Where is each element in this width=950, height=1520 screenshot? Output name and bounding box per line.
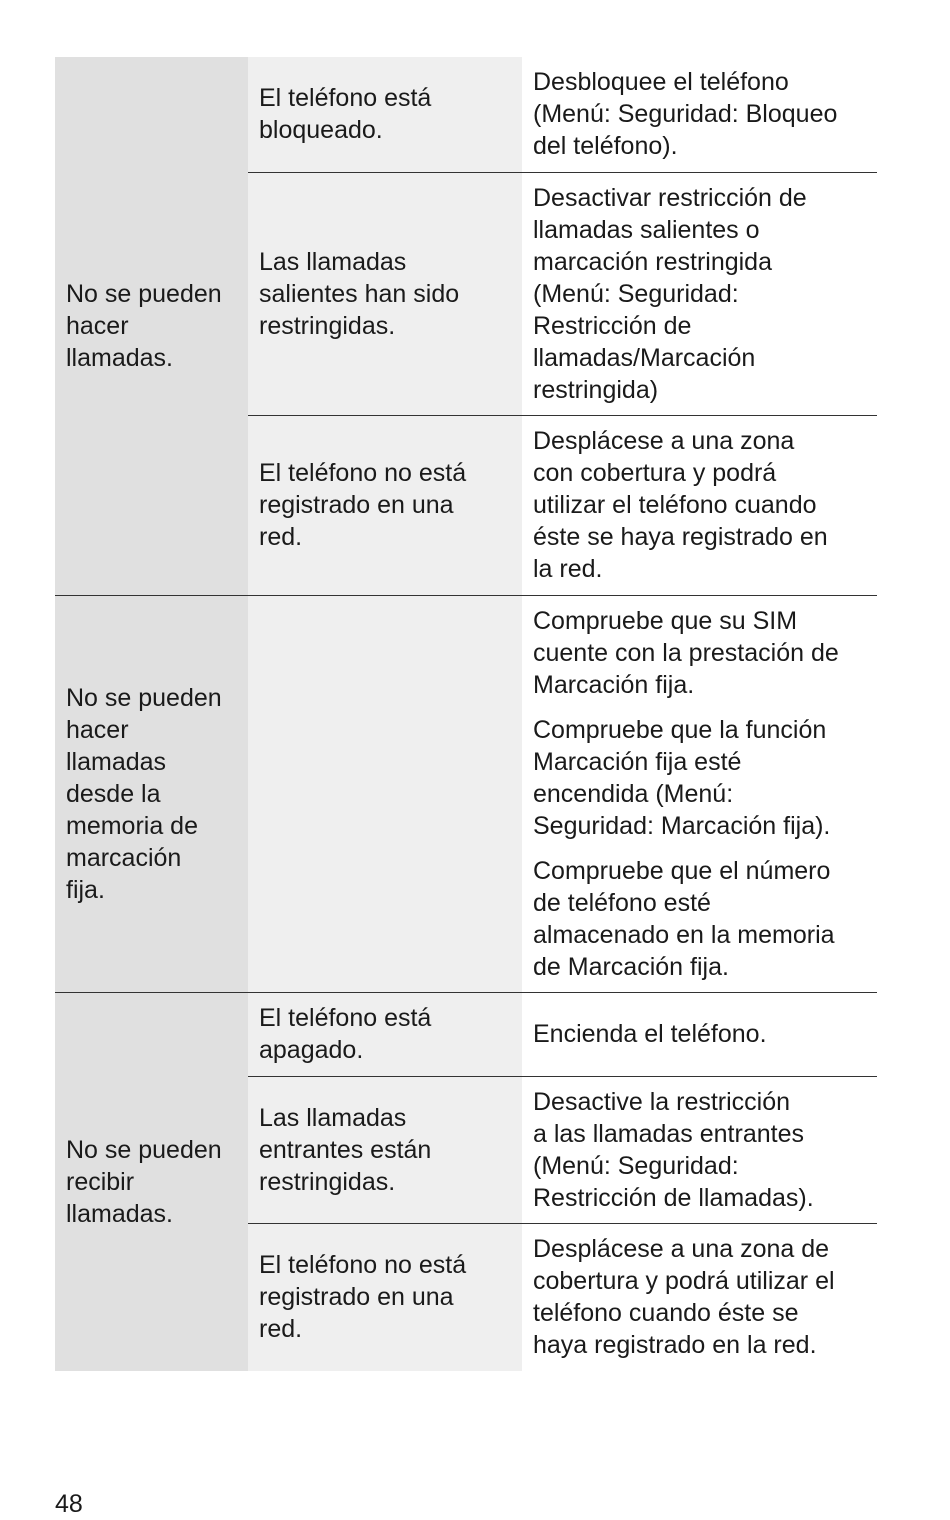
cause-text: El teléfono no está registrado en una red. <box>259 459 467 551</box>
solution-text: Desactivar restricción de llamadas salientes o marcación restringida (Menú: Seguridad: Restricción de llamadas/Marcación restringida) <box>533 183 807 404</box>
solution-text: Desplácese a una zona de cobertura y podrá utilizar el teléfono cuando éste se haya registrado en la red. <box>533 1235 835 1360</box>
problem-text: No se pueden hacer llamadas. <box>66 279 222 372</box>
table-row <box>55 992 877 1076</box>
table-row <box>55 57 877 172</box>
solution-text: Compruebe que la función Marcación fija esté encendida (Menú: Seguridad: Marcación fija). <box>533 715 831 840</box>
problem-text: No se pueden recibir llamadas. <box>66 1135 222 1228</box>
problem-cell <box>55 992 248 1371</box>
cause-cell <box>248 57 522 172</box>
cause-text: Las llamadas salientes han sido restringidas. <box>259 247 460 340</box>
cause-cell <box>248 172 522 415</box>
cause-cell <box>248 1223 522 1371</box>
solution-text: Compruebe que su SIM cuente con la prestación de Marcación fija. <box>533 606 839 699</box>
problem-text: No se pueden hacer llamadas desde la memoria de marcación fija. <box>66 683 222 904</box>
cause-cell <box>248 992 522 1076</box>
solution-cell <box>522 595 877 992</box>
solution-cell <box>522 172 877 415</box>
cause-cell <box>248 1076 522 1223</box>
cause-text: El teléfono está bloqueado. <box>259 84 432 145</box>
solution-cell <box>522 1223 877 1371</box>
troubleshooting-table <box>55 57 877 1371</box>
solution-text: Desactive la restricción a las llamadas entrantes (Menú: Seguridad: Restricción de llamadas). <box>533 1087 814 1212</box>
solution-cell <box>522 415 877 595</box>
solution-text: Encienda el teléfono. <box>533 1020 767 1048</box>
table-row <box>55 595 877 992</box>
solution-text: Desplácese a una zona con cobertura y podrá utilizar el teléfono cuando éste se haya registrado en la red. <box>533 427 828 583</box>
solution-cell <box>522 1076 877 1223</box>
solution-text: Compruebe que el número de teléfono esté almacenado en la memoria de Marcación fija. <box>533 856 835 981</box>
problem-cell <box>55 57 248 595</box>
problem-cell <box>55 595 248 992</box>
page-number: 48 <box>55 1490 83 1518</box>
cause-text: El teléfono está apagado. <box>259 1004 432 1064</box>
solution-cell <box>522 992 877 1076</box>
cause-text: Las llamadas entrantes están restringidas. <box>259 1103 432 1196</box>
solution-cell <box>522 57 877 172</box>
cause-cell <box>248 595 522 992</box>
cause-text: El teléfono no está registrado en una red. <box>259 1251 467 1344</box>
solution-text: Desbloquee el teléfono (Menú: Seguridad: Bloqueo del teléfono). <box>533 68 838 161</box>
cause-cell <box>248 415 522 595</box>
